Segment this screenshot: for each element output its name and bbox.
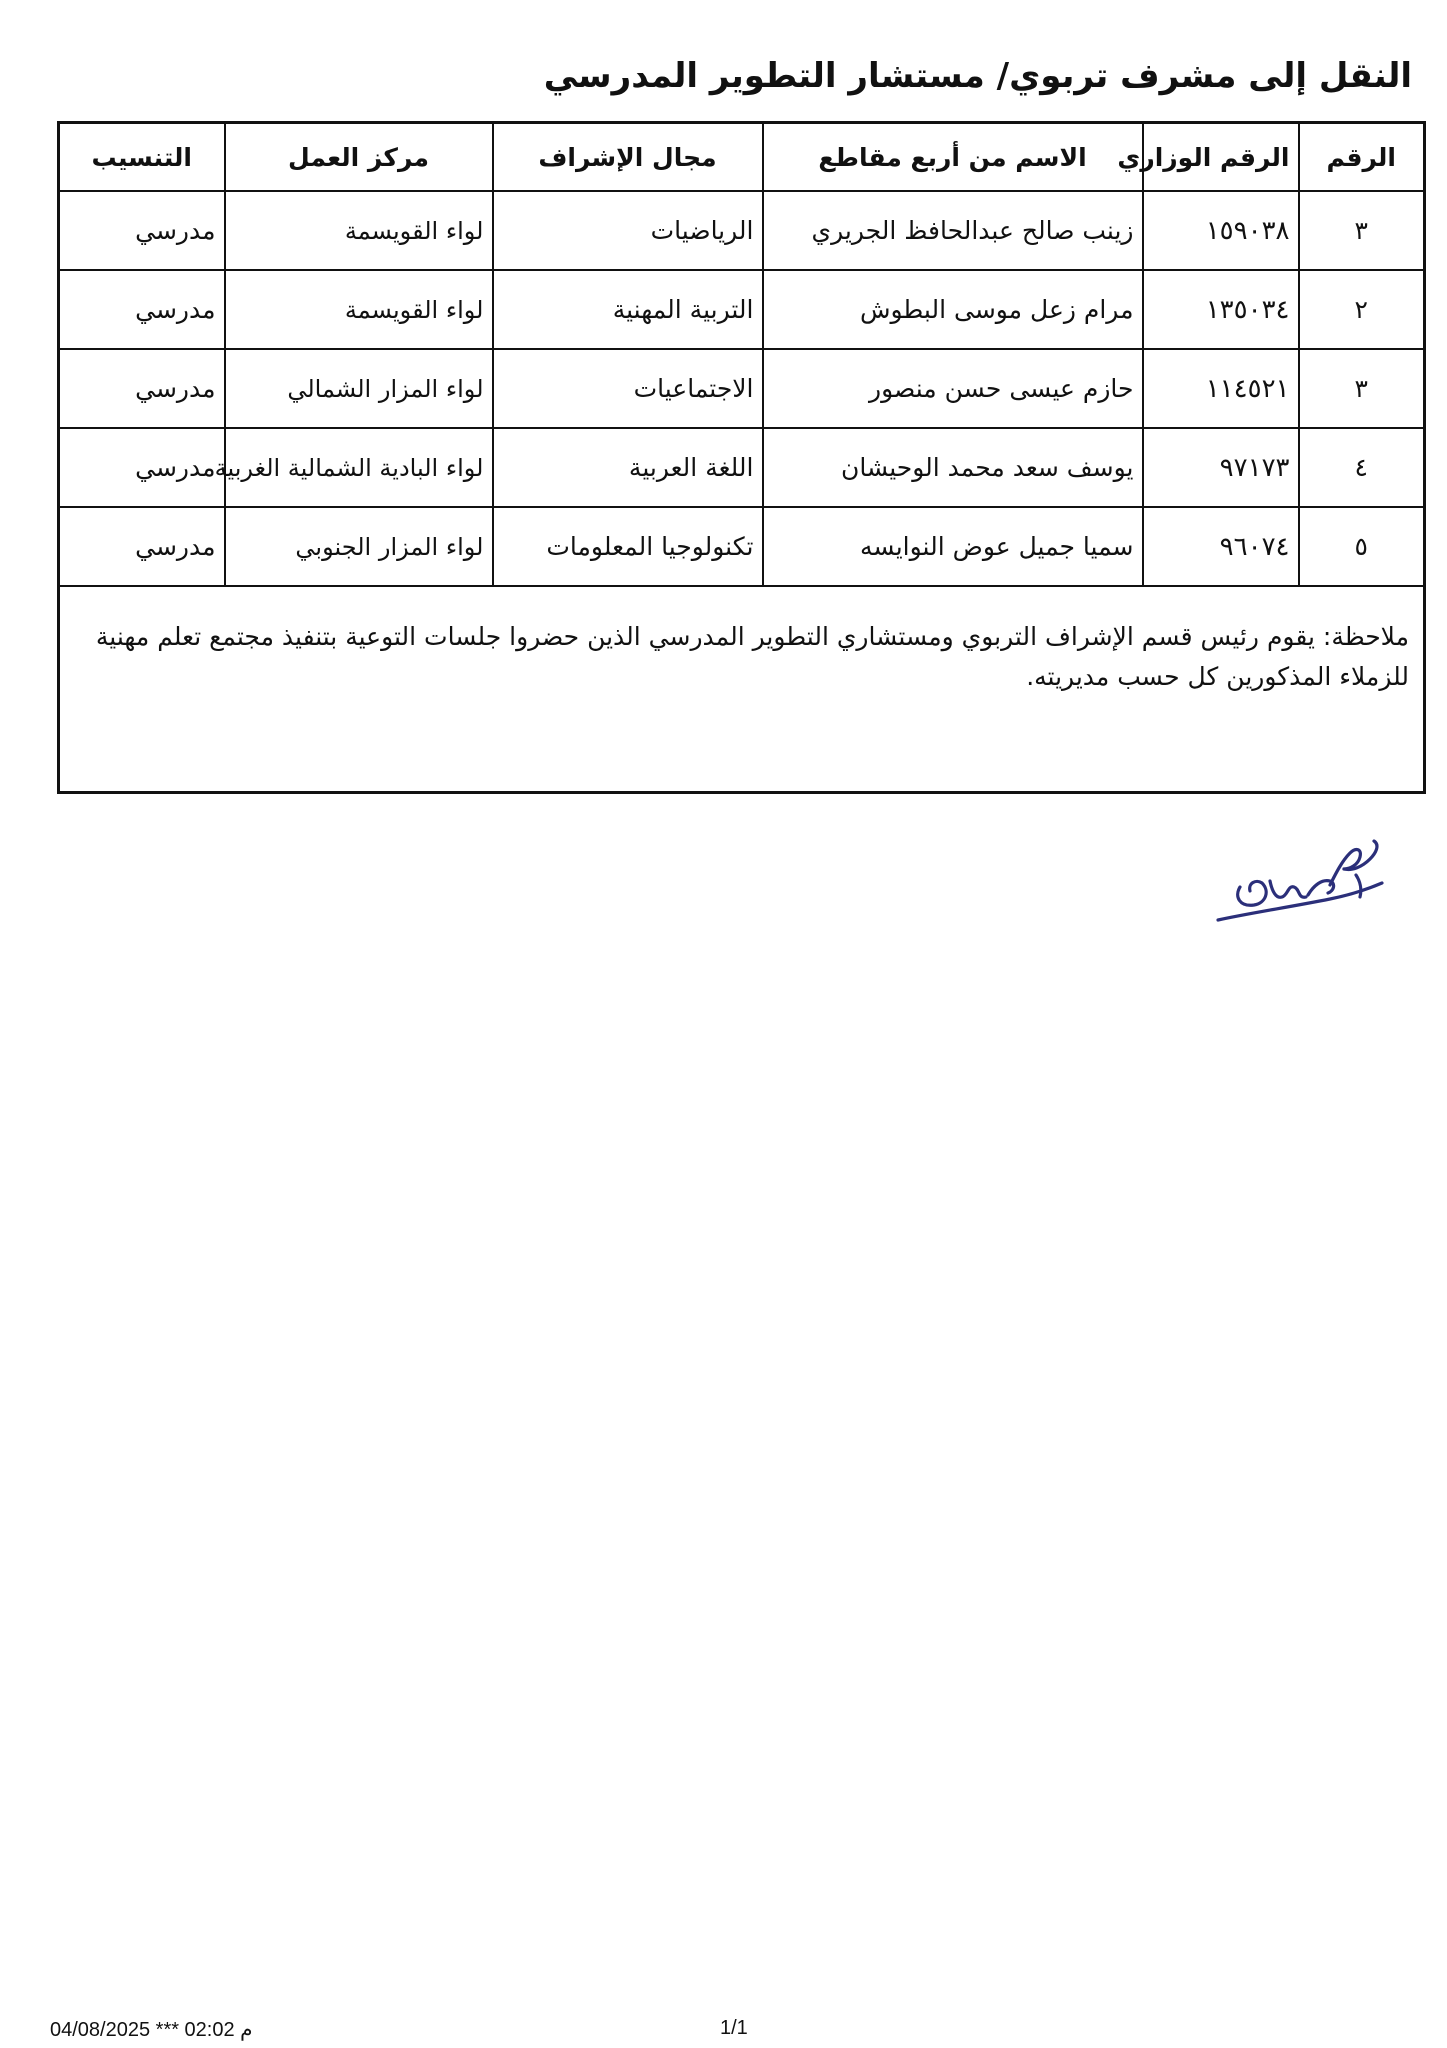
handwritten-signature — [1210, 825, 1390, 935]
footer-page-number: 1/1 — [720, 2017, 748, 2039]
cell-assignment: مدرسي — [59, 270, 225, 349]
cell-supervision-field: الرياضيات — [493, 191, 763, 270]
cell-supervision-field: التربية المهنية — [493, 270, 763, 349]
cell-number: ٣ — [1299, 191, 1425, 270]
table-row — [59, 507, 1425, 586]
table-row — [59, 349, 1425, 428]
header-work-center: مركز العمل — [225, 123, 493, 192]
footer-date: 04/08/2025 *** 02:02 م — [50, 2019, 253, 2041]
cell-work-center: لواء القويسمة — [225, 191, 493, 270]
cell-number: ٣ — [1299, 349, 1425, 428]
cell-ministry-id: ٩٧١٧٣ — [1143, 428, 1299, 507]
note-text: ملاحظة: يقوم رئيس قسم الإشراف التربوي ومستشاري التطوير المدرسي الذين حضروا جلسات التوعية بتنفيذ مجتمع تعلم مهنية للزملاء المذكورين كل حسب مديريته. — [59, 586, 1425, 793]
cell-supervision-field: اللغة العربية — [493, 428, 763, 507]
cell-full-name: مرام زعل موسى البطوش — [763, 270, 1143, 349]
cell-number: ٥ — [1299, 507, 1425, 586]
cell-assignment: مدرسي — [59, 191, 225, 270]
cell-ministry-id: ١١٤٥٢١ — [1143, 349, 1299, 428]
cell-full-name: سميا جميل عوض النوايسه — [763, 507, 1143, 586]
table-row — [59, 191, 1425, 270]
cell-assignment: مدرسي — [59, 349, 225, 428]
table-row — [59, 270, 1425, 349]
cell-work-center: لواء القويسمة — [225, 270, 493, 349]
transfer-table — [57, 121, 1426, 794]
cell-full-name: يوسف سعد محمد الوحيشان — [763, 428, 1143, 507]
page-title: النقل إلى مشرف تربوي/ مستشار التطوير المدرسي — [543, 56, 1412, 96]
header-number: الرقم — [1299, 123, 1425, 192]
cell-number: ٤ — [1299, 428, 1425, 507]
cell-ministry-id: ٩٦٠٧٤ — [1143, 507, 1299, 586]
cell-work-center: لواء البادية الشمالية الغربية — [225, 428, 493, 507]
cell-ministry-id: ١٣٥٠٣٤ — [1143, 270, 1299, 349]
header-assignment: التنسيب — [59, 123, 225, 192]
cell-supervision-field: تكنولوجيا المعلومات — [493, 507, 763, 586]
table-header-row — [59, 123, 1425, 192]
cell-full-name: زينب صالح عبدالحافظ الجريري — [763, 191, 1143, 270]
table-row — [59, 428, 1425, 507]
cell-number: ٢ — [1299, 270, 1425, 349]
cell-assignment: مدرسي — [59, 507, 225, 586]
header-supervision-field: مجال الإشراف — [493, 123, 763, 192]
cell-work-center: لواء المزار الجنوبي — [225, 507, 493, 586]
cell-assignment: مدرسي — [59, 428, 225, 507]
cell-supervision-field: الاجتماعيات — [493, 349, 763, 428]
cell-full-name: حازم عيسى حسن منصور — [763, 349, 1143, 428]
cell-ministry-id: ١٥٩٠٣٨ — [1143, 191, 1299, 270]
cell-work-center: لواء المزار الشمالي — [225, 349, 493, 428]
header-ministry-id: الرقم الوزاري — [1143, 123, 1299, 192]
header-full-name: الاسم من أربع مقاطع — [763, 123, 1143, 192]
note-row — [59, 586, 1425, 793]
